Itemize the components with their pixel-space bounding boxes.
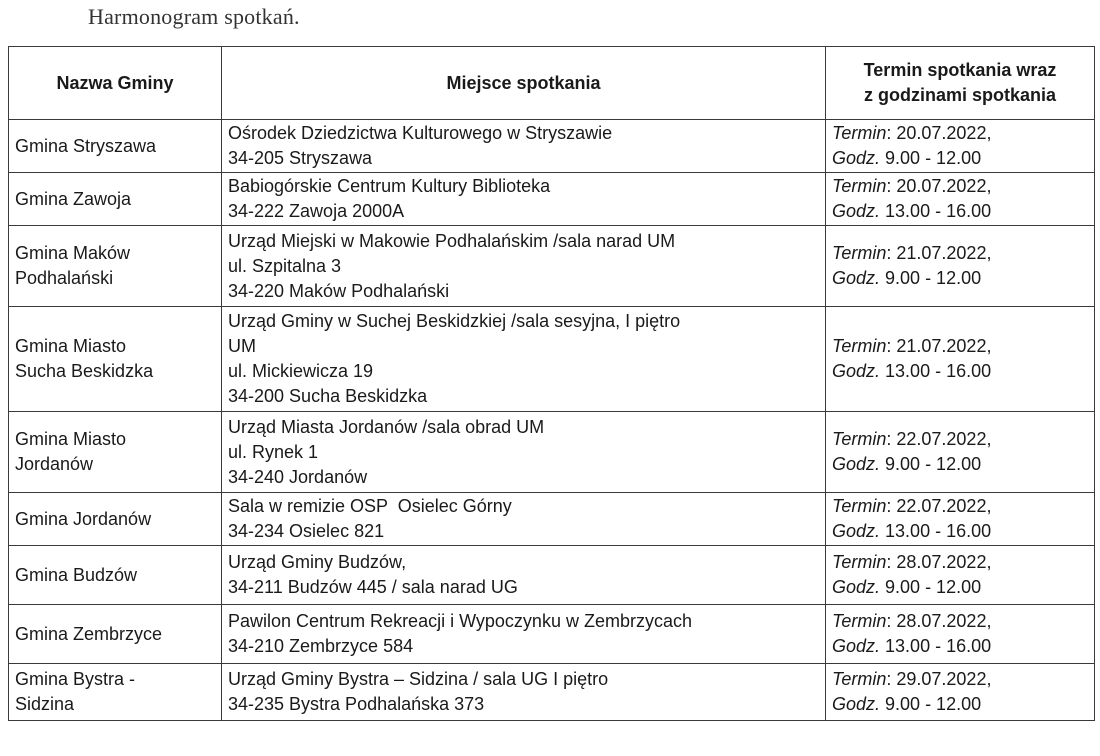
cell-termin bbox=[826, 605, 1095, 664]
miejsce-line: Ośrodek Dziedzictwa Kulturowego w Stryszawie bbox=[228, 123, 613, 143]
godz-line bbox=[832, 266, 1088, 291]
termin-label: Termin bbox=[832, 496, 887, 516]
table-row bbox=[9, 226, 1095, 307]
gmina-line: Jordanów bbox=[15, 454, 94, 474]
termin-label: Termin bbox=[832, 611, 887, 631]
document-title: Harmonogram spotkań. bbox=[88, 4, 300, 29]
termin-label: Termin bbox=[832, 552, 887, 572]
termin-date: : 28.07.2022, bbox=[886, 552, 992, 572]
cell-miejsce bbox=[222, 546, 826, 605]
cell-gmina bbox=[9, 307, 222, 412]
godz-line bbox=[832, 575, 1088, 600]
cell-gmina bbox=[9, 664, 222, 721]
table-row bbox=[9, 546, 1095, 605]
cell-gmina bbox=[9, 546, 222, 605]
miejsce-line: 34-205 Stryszawa bbox=[228, 148, 373, 168]
godz-label: Godz. bbox=[832, 636, 881, 656]
termin-date: : 20.07.2022, bbox=[886, 176, 992, 196]
miejsce-line: Sala w remizie OSP Osielec Górny bbox=[228, 496, 512, 516]
godz-label: Godz. bbox=[832, 521, 881, 541]
gmina-line: Gmina Maków bbox=[15, 243, 131, 263]
godz-hours: 13.00 - 16.00 bbox=[880, 201, 992, 221]
godz-hours: 13.00 - 16.00 bbox=[880, 636, 992, 656]
godz-label: Godz. bbox=[832, 268, 881, 288]
termin-date: : 22.07.2022, bbox=[886, 496, 992, 516]
cell-termin bbox=[826, 226, 1095, 307]
cell-gmina bbox=[9, 120, 222, 173]
cell-termin bbox=[826, 664, 1095, 721]
godz-line bbox=[832, 452, 1088, 477]
godz-line bbox=[832, 146, 1088, 171]
godz-line bbox=[832, 634, 1088, 659]
miejsce-line: Urząd Gminy w Suchej Beskidzkiej /sala sesyjna, I piętro bbox=[228, 311, 681, 331]
miejsce-line: 34-200 Sucha Beskidzka bbox=[228, 386, 428, 406]
meeting-schedule-table bbox=[8, 46, 1095, 721]
godz-label: Godz. bbox=[832, 577, 881, 597]
miejsce-line: ul. Rynek 1 bbox=[228, 441, 319, 462]
godz-line bbox=[832, 519, 1088, 544]
cell-miejsce bbox=[222, 120, 826, 173]
gmina-line: Gmina Stryszawa bbox=[15, 135, 157, 156]
header-termin bbox=[826, 47, 1095, 120]
table-row bbox=[9, 173, 1095, 226]
godz-hours: 9.00 - 12.00 bbox=[880, 577, 982, 597]
cell-miejsce bbox=[222, 493, 826, 546]
miejsce-line: Pawilon Centrum Rekreacji i Wypoczynku w Zembrzycach bbox=[228, 611, 692, 631]
cell-gmina bbox=[9, 493, 222, 546]
cell-termin bbox=[826, 546, 1095, 605]
miejsce-line: 34-222 Zawoja 2000A bbox=[228, 201, 405, 221]
godz-line bbox=[832, 692, 1088, 717]
miejsce-line: ul. Mickiewicza 19 bbox=[228, 361, 374, 381]
miejsce-line: Urząd Gminy Budzów, bbox=[228, 552, 407, 572]
termin-line bbox=[832, 334, 1088, 359]
godz-hours: 9.00 - 12.00 bbox=[880, 694, 982, 714]
cell-miejsce bbox=[222, 412, 826, 493]
miejsce-line: 34-234 Osielec 821 bbox=[228, 521, 385, 541]
termin-line bbox=[832, 609, 1088, 634]
termin-date: : 20.07.2022, bbox=[886, 123, 992, 143]
termin-label: Termin bbox=[832, 243, 887, 263]
miejsce-line: 34-240 Jordanów bbox=[228, 466, 368, 487]
cell-miejsce bbox=[222, 307, 826, 412]
table-row bbox=[9, 605, 1095, 664]
termin-line bbox=[832, 121, 1088, 146]
godz-label: Godz. bbox=[832, 201, 881, 221]
gmina-line: Sidzina bbox=[15, 694, 75, 714]
godz-hours: 9.00 - 12.00 bbox=[880, 268, 982, 288]
gmina-line: Gmina Jordanów bbox=[15, 508, 152, 529]
cell-termin bbox=[826, 173, 1095, 226]
miejsce-line: 34-220 Maków Podhalański bbox=[228, 280, 450, 301]
termin-date: : 29.07.2022, bbox=[886, 669, 992, 689]
termin-line bbox=[832, 427, 1088, 452]
header-miejsce: Miejsce spotkania bbox=[222, 47, 826, 120]
cell-gmina bbox=[9, 412, 222, 493]
gmina-line: Gmina Zembrzyce bbox=[15, 623, 163, 644]
miejsce-line: 34-210 Zembrzyce 584 bbox=[228, 636, 414, 656]
termin-label: Termin bbox=[832, 123, 887, 143]
termin-line bbox=[832, 667, 1088, 692]
termin-label: Termin bbox=[832, 669, 887, 689]
header-termin-line-1: Termin spotkania wraz bbox=[863, 60, 1057, 80]
godz-line bbox=[832, 359, 1088, 384]
cell-miejsce bbox=[222, 173, 826, 226]
table-row bbox=[9, 664, 1095, 721]
header-gmina: Nazwa Gminy bbox=[9, 47, 222, 120]
table-header-row bbox=[9, 47, 1095, 120]
miejsce-line: Babiogórskie Centrum Kultury Biblioteka bbox=[228, 176, 551, 196]
cell-miejsce bbox=[222, 664, 826, 721]
gmina-line: Gmina Miasto bbox=[15, 336, 127, 356]
godz-label: Godz. bbox=[832, 361, 881, 381]
gmina-line: Gmina Budzów bbox=[15, 564, 138, 585]
gmina-line: Gmina Bystra - bbox=[15, 669, 136, 689]
miejsce-line: 34-235 Bystra Podhalańska 373 bbox=[228, 694, 485, 714]
miejsce-line: Urząd Miasta Jordanów /sala obrad UM bbox=[228, 416, 545, 437]
miejsce-line: ul. Szpitalna 3 bbox=[228, 255, 342, 276]
termin-date: : 22.07.2022, bbox=[886, 429, 992, 449]
cell-miejsce bbox=[222, 226, 826, 307]
miejsce-line: Urząd Miejski w Makowie Podhalańskim /sala narad UM bbox=[228, 230, 676, 251]
godz-label: Godz. bbox=[832, 454, 881, 474]
termin-label: Termin bbox=[832, 429, 887, 449]
miejsce-line: UM bbox=[228, 336, 256, 356]
godz-label: Godz. bbox=[832, 694, 881, 714]
header-termin-line-2: z godzinami spotkania bbox=[863, 85, 1057, 105]
godz-line bbox=[832, 199, 1088, 224]
termin-line bbox=[832, 174, 1088, 199]
termin-date: : 21.07.2022, bbox=[886, 243, 992, 263]
termin-line bbox=[832, 494, 1088, 519]
cell-gmina bbox=[9, 226, 222, 307]
cell-termin bbox=[826, 493, 1095, 546]
cell-miejsce bbox=[222, 605, 826, 664]
gmina-line: Podhalański bbox=[15, 268, 114, 288]
termin-date: : 21.07.2022, bbox=[886, 336, 992, 356]
termin-label: Termin bbox=[832, 176, 887, 196]
gmina-line: Sucha Beskidzka bbox=[15, 361, 154, 381]
table-row bbox=[9, 412, 1095, 493]
termin-line bbox=[832, 550, 1088, 575]
termin-date: : 28.07.2022, bbox=[886, 611, 992, 631]
table-row bbox=[9, 307, 1095, 412]
cell-gmina bbox=[9, 173, 222, 226]
table-row bbox=[9, 493, 1095, 546]
miejsce-line: Urząd Gminy Bystra – Sidzina / sala UG I piętro bbox=[228, 669, 609, 689]
miejsce-line: 34-211 Budzów 445 / sala narad UG bbox=[228, 577, 518, 597]
cell-gmina bbox=[9, 605, 222, 664]
godz-hours: 9.00 - 12.00 bbox=[880, 148, 982, 168]
gmina-line: Gmina Miasto bbox=[15, 429, 127, 449]
godz-label: Godz. bbox=[832, 148, 881, 168]
cell-termin bbox=[826, 120, 1095, 173]
godz-hours: 9.00 - 12.00 bbox=[880, 454, 982, 474]
godz-hours: 13.00 - 16.00 bbox=[880, 521, 992, 541]
termin-line bbox=[832, 241, 1088, 266]
table-row bbox=[9, 120, 1095, 173]
cell-termin bbox=[826, 307, 1095, 412]
termin-label: Termin bbox=[832, 336, 887, 356]
gmina-line: Gmina Zawoja bbox=[15, 188, 132, 209]
godz-hours: 13.00 - 16.00 bbox=[880, 361, 992, 381]
cell-termin bbox=[826, 412, 1095, 493]
